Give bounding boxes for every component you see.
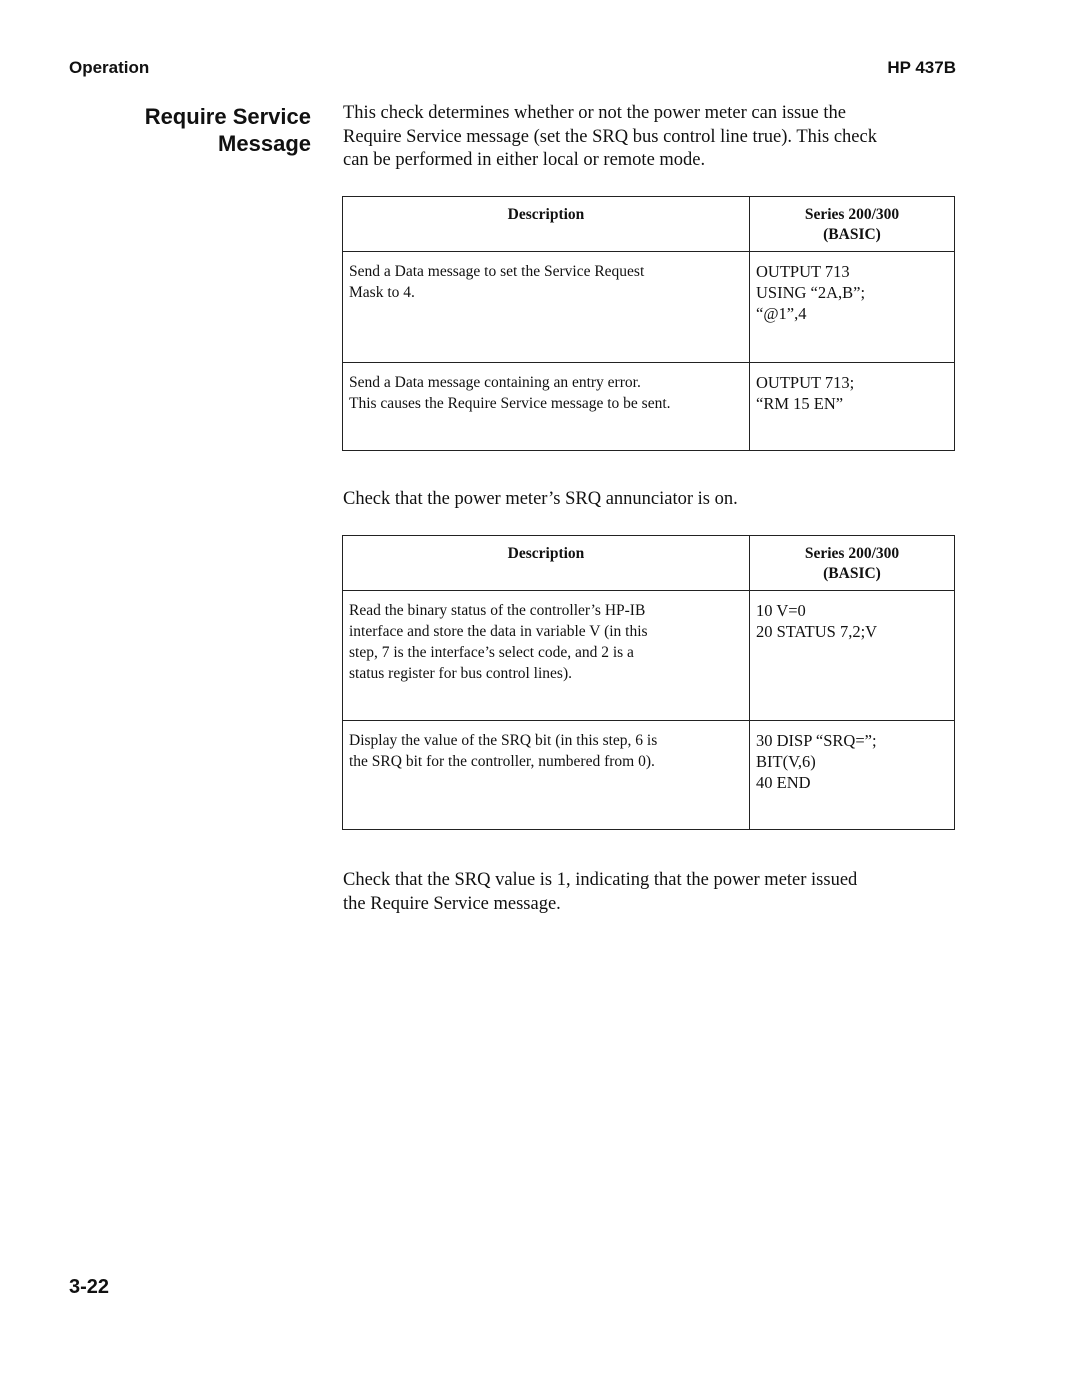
column-header-code [750, 536, 955, 591]
section-heading-line2: Message [218, 131, 311, 156]
running-header-model: HP 437B [887, 58, 956, 77]
section-heading [100, 103, 311, 157]
column-header-code-line2: (BASIC) [823, 226, 881, 243]
code-line: USING “2A,B”; [756, 283, 866, 302]
description-line: the SRQ bit for the controller, numbered from 0). [349, 753, 655, 770]
table-row [343, 252, 955, 363]
column-header-description: Description [343, 536, 750, 591]
intro-line: can be performed in either local or remote mode. [343, 150, 706, 170]
annunciator-check-text [343, 488, 963, 512]
code-cell [750, 363, 955, 451]
code-line: 20 STATUS 7,2;V [756, 622, 878, 641]
procedure-table-1 [342, 196, 955, 451]
closing-paragraph [343, 869, 963, 916]
page-number: 3-22 [69, 1276, 110, 1298]
column-header-code-line1: Series 200/300 [804, 545, 900, 562]
table-row [343, 591, 955, 721]
code-line: 10 V=0 [756, 601, 806, 620]
table-row [343, 721, 955, 830]
table-header-row [343, 536, 955, 591]
description-line: Send a Data message containing an entry error. [349, 374, 641, 391]
code-line: “RM 15 EN” [756, 394, 844, 413]
column-header-code-line1: Series 200/300 [804, 206, 900, 223]
annunciator-check-line: Check that the power meter’s SRQ annunciator is on. [343, 489, 738, 509]
intro-paragraph [343, 102, 963, 173]
description-cell [343, 252, 750, 363]
closing-line: the Require Service message. [343, 893, 561, 914]
table-row [343, 363, 955, 451]
description-line: Display the value of the SRQ bit (in this step, 6 is [349, 732, 658, 749]
table-header-row [343, 197, 955, 252]
column-header-description: Description [343, 197, 750, 252]
description-line: Mask to 4. [349, 284, 415, 301]
code-line: 40 END [756, 773, 811, 792]
code-line: OUTPUT 713 [756, 262, 850, 281]
intro-line: This check determines whether or not the power meter can issue the [343, 103, 846, 123]
code-line: BIT(V,6) [756, 752, 816, 771]
code-line: 30 DISP “SRQ=”; [756, 731, 877, 750]
description-cell [343, 591, 750, 721]
code-cell [750, 591, 955, 721]
procedure-table-2 [342, 535, 955, 830]
code-cell [750, 252, 955, 363]
description-line: Read the binary status of the controller’s HP-IB [349, 602, 646, 619]
description-line: Send a Data message to set the Service Request [349, 263, 645, 280]
description-line: step, 7 is the interface’s select code, and 2 is a [349, 644, 634, 661]
description-line: This causes the Require Service message to be sent. [349, 395, 671, 412]
section-heading-line1: Require Service [144, 104, 311, 129]
column-header-code [750, 197, 955, 252]
intro-line: Require Service message (set the SRQ bus control line true). This check [343, 126, 877, 147]
code-line: “@1”,4 [756, 304, 807, 323]
column-header-code-line2: (BASIC) [823, 565, 881, 582]
description-line: status register for bus control lines). [349, 665, 572, 682]
code-cell [750, 721, 955, 830]
description-cell [343, 363, 750, 451]
closing-line: Check that the SRQ value is 1, indicating that the power meter issued [343, 870, 858, 890]
description-line: interface and store the data in variable V (in this [349, 623, 648, 640]
description-cell [343, 721, 750, 830]
code-line: OUTPUT 713; [756, 373, 855, 392]
running-header-section: Operation [69, 58, 150, 77]
